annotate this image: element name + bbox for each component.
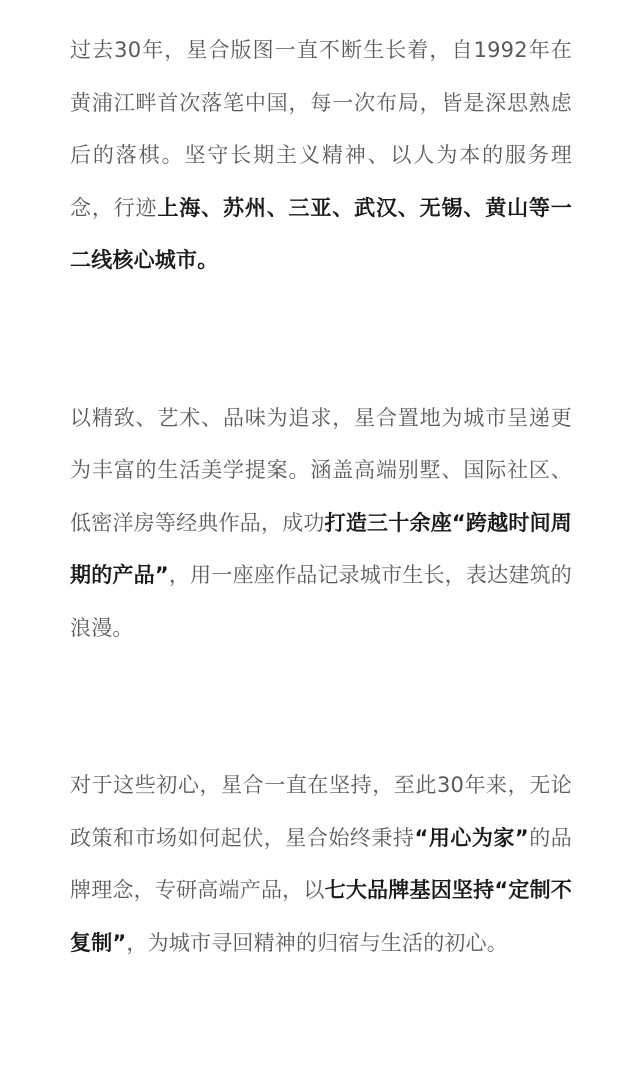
paragraph-philosophy-tail: ，为城市寻回精神的归宿与生活的初心。 xyxy=(126,930,509,955)
paragraph-products-tail: ，用一座座作品记录城市生长，表达建筑的浪漫。 xyxy=(70,563,572,640)
paragraph-philosophy-text: 对于这些初心，星合一直在坚持，至此30年来，无论政策和市场如何起伏，星合始终秉持 xyxy=(70,773,572,850)
paragraph-products xyxy=(70,392,572,655)
paragraph-history xyxy=(70,24,572,287)
paragraph-philosophy-motto: “用心为家” xyxy=(414,825,529,850)
paragraph-history-cities: 上海、苏州、三亚、武汉、无锡、黄山等一二线核心城市。 xyxy=(70,195,572,272)
paragraph-products-text: 以精致、艺术、品味为追求，星合置地为城市呈递更为丰富的生活美学提案。涵盖高端别墅、国际社区、低密洋房等经典作品，成功 xyxy=(70,405,572,535)
paragraph-history-text: 过去30年，星合版图一直不断生长着，自1992年在黄浦江畔首次落笔中国，每一次布局，皆是深思熟虑后的落棋。坚守长期主义精神、以人为本的服务理念，行迹 xyxy=(70,38,572,220)
paragraph-philosophy-genes: 七大品牌基因坚持“定制不复制” xyxy=(70,878,572,955)
article-body xyxy=(70,24,572,969)
paragraph-philosophy xyxy=(70,759,572,969)
paragraph-philosophy-middle: 的品牌理念，专研高端产品，以 xyxy=(70,825,572,902)
paragraph-products-highlight: 打造三十余座“跨越时间周期的产品” xyxy=(70,510,572,587)
